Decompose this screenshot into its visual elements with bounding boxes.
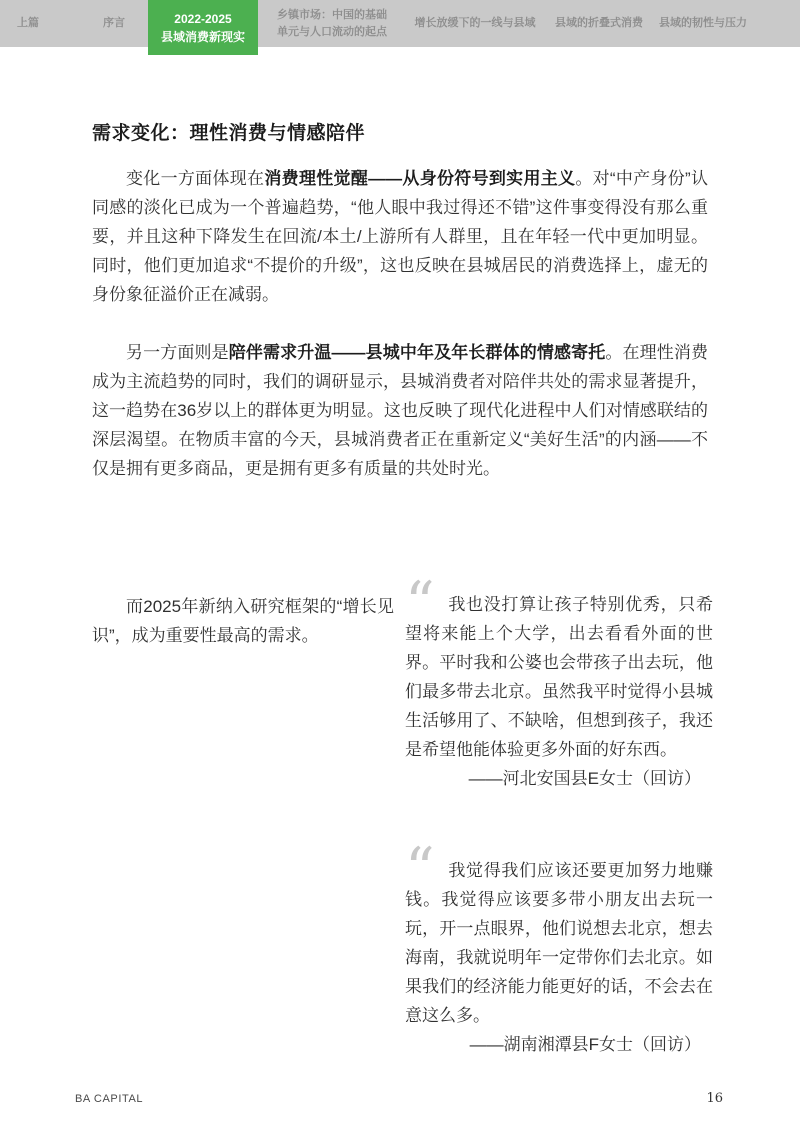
- quote-attribution: ——湖南湘潭县F女士（回访）: [469, 1035, 701, 1054]
- quote-text: 我也没打算让孩子特别优秀，只希望将来能上个大学，出去看看外面的世界。平时我和公婆也会带孩子出去玩，他们最多带去北京。虽然我平时觉得小县城生活够用了、不缺啥，但想到孩子，我还是希望他能体验更多外面的好东西。: [405, 595, 713, 759]
- open-quote-icon: “: [405, 569, 435, 637]
- paragraph-rest: 。在理性消费成为主流趋势的同时，我们的调研显示，县城消费者对陪伴共处的需求显著提升，这一趋势在36岁以上的群体更为明显。这也反映了现代化进程中人们对情感联结的深层渴望。在物质丰富的今天，县城消费者正在重新定义“美好生活”的内涵——不仅是拥有更多商品，更是拥有更多有质量的共处时光。: [92, 343, 708, 478]
- nav-tab-label-line1: 2022-2025: [174, 11, 232, 26]
- nav-tab-label-line2: 单元与人口流动的起点: [277, 25, 387, 38]
- nav-tab-label-line2: 县域消费新现实: [160, 29, 245, 44]
- open-quote-icon: “: [405, 835, 435, 903]
- nav-tab-upper-part[interactable]: [6, 0, 50, 47]
- quote-block-hebei: [405, 569, 713, 793]
- side-note-growth-insight: [92, 592, 394, 650]
- nav-tab-label: 上篇: [17, 17, 39, 30]
- quote-text: 我觉得我们应该还要更加努力地赚钱。我觉得应该要多带小朋友出去玩一玩，开一点眼界，他们说想去北京，想去海南，我就说明年一定带你们去北京。如果我们的经济能力能更好的话，不会去在意这么多。: [405, 861, 713, 1025]
- side-note-text: 而2025年新纳入研究框架的“增长见识”，成为重要性最高的需求。: [92, 597, 394, 645]
- nav-tab-township-market[interactable]: [266, 0, 398, 47]
- quote-attribution: ——河北安国县E女士（回访）: [468, 769, 701, 788]
- nav-tab-label: 县域的韧性与压力: [659, 17, 747, 30]
- nav-tab-resilience-pressure[interactable]: [650, 0, 756, 47]
- top-navigation: [0, 0, 800, 47]
- nav-tab-folded-consumption[interactable]: [548, 0, 650, 47]
- paragraph-rational-awakening: [92, 164, 708, 309]
- nav-tab-label: 县域的折叠式消费: [555, 17, 643, 30]
- paragraph-bold-phrase: 消费理性觉醒——从身份符号到实用主义: [264, 169, 576, 188]
- nav-tab-label: 增长放缓下的一线与县域: [414, 17, 536, 30]
- nav-tab-label-line1: 乡镇市场：中国的基础: [277, 9, 387, 21]
- paragraph-lead: 变化一方面体现在: [126, 169, 265, 188]
- quote-block-hunan: [405, 835, 713, 1059]
- nav-tab-growth-slowdown[interactable]: [404, 0, 546, 47]
- paragraph-companionship-need: [92, 338, 708, 483]
- nav-tab-preface[interactable]: [92, 0, 136, 47]
- brand-label: BA CAPITAL: [75, 1093, 144, 1105]
- nav-tab-label: 序言: [103, 17, 125, 30]
- paragraph-bold-phrase: 陪伴需求升温——县城中年及年长群体的情感寄托: [228, 343, 606, 362]
- paragraph-rest: 。对“中产身份”认同感的淡化已成为一个普遍趋势，“他人眼中我过得还不错”这件事变得没有那么重要，并且这种下降发生在回流/本土/上游所有人群里，且在年轻一代中更加明显。同时，他们更加追求“不提价的升级”，这也反映在县城居民的消费选择上，虚无的身份象征溢价正在减弱。: [92, 169, 709, 304]
- paragraph-lead: 另一方面则是: [126, 343, 229, 362]
- nav-tab-county-consumption-active[interactable]: [148, 0, 258, 55]
- page-number: 16: [706, 1091, 723, 1106]
- page-footer: [75, 1091, 723, 1106]
- section-heading: 需求变化：理性消费与情感陪伴: [92, 123, 366, 144]
